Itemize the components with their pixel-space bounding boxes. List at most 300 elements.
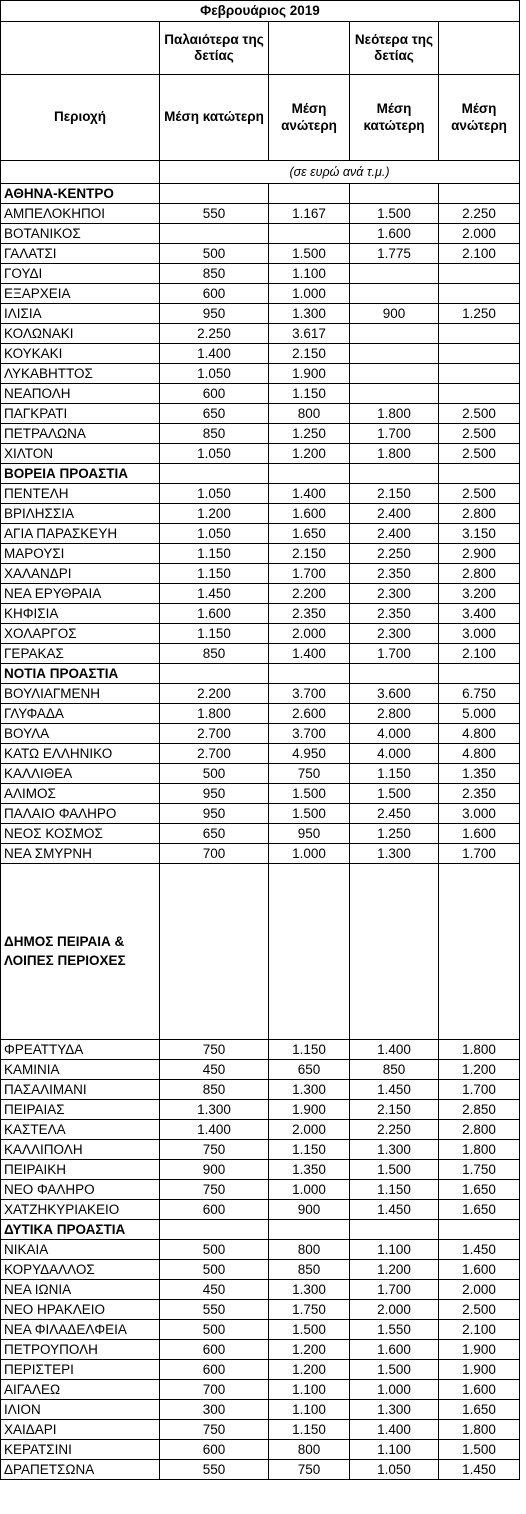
price-cell: 2.800 bbox=[350, 704, 439, 724]
price-cell: 600 bbox=[160, 384, 269, 404]
price-cell: 2.250 bbox=[350, 1120, 439, 1140]
price-cell: 1.400 bbox=[269, 484, 350, 504]
table-row bbox=[1, 804, 520, 824]
price-cell: 3.617 bbox=[269, 324, 350, 344]
table-row bbox=[1, 564, 520, 584]
area-name: ΒΡΙΛΗΣΣΙΑ bbox=[1, 504, 160, 524]
price-cell: 1.150 bbox=[269, 1420, 350, 1440]
price-cell: 2.700 bbox=[160, 744, 269, 764]
price-cell: 1.600 bbox=[160, 604, 269, 624]
price-cell: 1.600 bbox=[439, 1260, 520, 1280]
section-row bbox=[1, 864, 520, 1040]
price-cell: 1.350 bbox=[269, 1160, 350, 1180]
area-name: ΠΕΝΤΕΛΗ bbox=[1, 484, 160, 504]
price-cell: 5.000 bbox=[439, 704, 520, 724]
area-name: ΑΓΙΑ ΠΑΡΑΣΚΕΥΗ bbox=[1, 524, 160, 544]
area-name: ΑΙΓΑΛΕΩ bbox=[1, 1380, 160, 1400]
price-cell: 1.100 bbox=[269, 1380, 350, 1400]
price-cell: 1.650 bbox=[439, 1200, 520, 1220]
price-cell bbox=[439, 264, 520, 284]
price-cell bbox=[350, 264, 439, 284]
table-row bbox=[1, 1080, 520, 1100]
column-header-row bbox=[1, 75, 520, 161]
area-name: ΝΙΚΑΙΑ bbox=[1, 1240, 160, 1260]
price-cell: 2.000 bbox=[439, 224, 520, 244]
price-cell: 1.700 bbox=[439, 1080, 520, 1100]
price-cell: 750 bbox=[160, 1180, 269, 1200]
price-cell: 2.100 bbox=[439, 644, 520, 664]
price-cell: 1.500 bbox=[439, 1440, 520, 1460]
section-row bbox=[1, 464, 520, 484]
table-row bbox=[1, 1140, 520, 1160]
blank-cell bbox=[439, 864, 520, 1040]
area-name: ΜΑΡΟΥΣΙ bbox=[1, 544, 160, 564]
price-cell: 500 bbox=[160, 1260, 269, 1280]
price-cell: 850 bbox=[160, 424, 269, 444]
price-cell: 1.350 bbox=[439, 764, 520, 784]
area-name: ΛΥΚΑΒΗΤΤΟΣ bbox=[1, 364, 160, 384]
table-row bbox=[1, 824, 520, 844]
price-cell: 1.750 bbox=[439, 1160, 520, 1180]
price-cell: 1.300 bbox=[350, 1140, 439, 1160]
table-row bbox=[1, 1200, 520, 1220]
area-name: ΧΑΛΑΝΔΡΙ bbox=[1, 564, 160, 584]
price-cell: 1.500 bbox=[350, 1160, 439, 1180]
table-row bbox=[1, 264, 520, 284]
price-cell: 2.300 bbox=[350, 624, 439, 644]
blank-cell bbox=[350, 184, 439, 204]
price-cell: 700 bbox=[160, 1380, 269, 1400]
table-row bbox=[1, 1240, 520, 1260]
table-row bbox=[1, 504, 520, 524]
price-cell: 1.100 bbox=[269, 264, 350, 284]
section-row bbox=[1, 664, 520, 684]
blank-cell bbox=[269, 22, 350, 75]
price-cell: 1.200 bbox=[439, 1060, 520, 1080]
price-cell bbox=[439, 324, 520, 344]
price-cell: 1.700 bbox=[350, 424, 439, 444]
price-cell: 2.850 bbox=[439, 1100, 520, 1120]
area-name: ΙΛΙΣΙΑ bbox=[1, 304, 160, 324]
price-cell: 1.450 bbox=[350, 1200, 439, 1220]
area-name: ΠΑΣΑΛΙΜΑΝΙ bbox=[1, 1080, 160, 1100]
price-cell: 600 bbox=[160, 1340, 269, 1360]
price-cell: 600 bbox=[160, 1360, 269, 1380]
price-cell: 4.000 bbox=[350, 724, 439, 744]
area-name: ΔΡΑΠΕΤΣΩΝΑ bbox=[1, 1460, 160, 1480]
price-cell: 2.100 bbox=[439, 1320, 520, 1340]
area-name: ΝΕΑ ΕΡΥΘΡΑΙΑ bbox=[1, 584, 160, 604]
price-cell: 1.900 bbox=[439, 1360, 520, 1380]
area-name: ΝΕΑΠΟΛΗ bbox=[1, 384, 160, 404]
price-cell bbox=[269, 224, 350, 244]
price-cell: 1.300 bbox=[160, 1100, 269, 1120]
area-name: ΧΑΙΔΑΡΙ bbox=[1, 1420, 160, 1440]
price-cell: 2.300 bbox=[350, 584, 439, 604]
table-row bbox=[1, 724, 520, 744]
area-name: ΠΕΤΡΑΛΩΝΑ bbox=[1, 424, 160, 444]
table-row bbox=[1, 844, 520, 864]
price-cell: 2.150 bbox=[269, 544, 350, 564]
price-cell bbox=[350, 384, 439, 404]
price-cell: 500 bbox=[160, 764, 269, 784]
price-cell: 1.400 bbox=[350, 1040, 439, 1060]
price-cell: 1.900 bbox=[439, 1340, 520, 1360]
area-name: ΙΛΙΟΝ bbox=[1, 1400, 160, 1420]
price-cell: 1.200 bbox=[269, 444, 350, 464]
price-cell: 900 bbox=[350, 304, 439, 324]
group-old-header: Παλαιότερα της δετίας bbox=[160, 22, 269, 75]
table-row bbox=[1, 1360, 520, 1380]
price-cell: 2.150 bbox=[350, 1100, 439, 1120]
price-cell: 800 bbox=[269, 404, 350, 424]
blank-cell bbox=[350, 664, 439, 684]
price-cell: 1.250 bbox=[269, 424, 350, 444]
price-cell: 2.000 bbox=[439, 1280, 520, 1300]
table-row bbox=[1, 544, 520, 564]
col-header: Μέση ανώτερη bbox=[439, 75, 520, 161]
table-row bbox=[1, 1300, 520, 1320]
price-cell: 2.100 bbox=[439, 244, 520, 264]
price-cell: 750 bbox=[160, 1140, 269, 1160]
price-cell: 1.200 bbox=[350, 1260, 439, 1280]
price-cell: 1.400 bbox=[269, 644, 350, 664]
price-cell: 1.775 bbox=[350, 244, 439, 264]
price-cell: 600 bbox=[160, 1200, 269, 1220]
price-cell: 4.800 bbox=[439, 744, 520, 764]
area-name: ΝΕΑ ΣΜΥΡΝΗ bbox=[1, 844, 160, 864]
price-cell: 2.500 bbox=[439, 424, 520, 444]
price-cell: 1.250 bbox=[350, 824, 439, 844]
table-row bbox=[1, 1460, 520, 1480]
blank-cell bbox=[160, 464, 269, 484]
table-row bbox=[1, 1320, 520, 1340]
area-name: ΚΕΡΑΤΣΙΝΙ bbox=[1, 1440, 160, 1460]
price-cell: 550 bbox=[160, 1300, 269, 1320]
price-cell: 500 bbox=[160, 244, 269, 264]
price-cell: 1.800 bbox=[439, 1040, 520, 1060]
price-cell: 750 bbox=[269, 1460, 350, 1480]
price-cell: 1.750 bbox=[269, 1300, 350, 1320]
blank-cell bbox=[439, 1220, 520, 1240]
area-name: ΑΜΠΕΛΟΚΗΠΟΙ bbox=[1, 204, 160, 224]
table-row bbox=[1, 584, 520, 604]
price-cell: 850 bbox=[350, 1060, 439, 1080]
price-cell: 1.650 bbox=[439, 1400, 520, 1420]
price-cell: 3.150 bbox=[439, 524, 520, 544]
table-row bbox=[1, 644, 520, 664]
area-name: ΒΟΥΛΑ bbox=[1, 724, 160, 744]
area-name: ΚΑΤΩ ΕΛΛΗΝΙΚΟ bbox=[1, 744, 160, 764]
price-cell: 4.000 bbox=[350, 744, 439, 764]
table-row bbox=[1, 624, 520, 644]
price-cell: 1.150 bbox=[350, 764, 439, 784]
area-name: ΚΑΛΛΙΘΕΑ bbox=[1, 764, 160, 784]
blank-cell bbox=[1, 22, 160, 75]
price-cell: 2.000 bbox=[350, 1300, 439, 1320]
table-row bbox=[1, 384, 520, 404]
price-cell: 950 bbox=[269, 824, 350, 844]
area-name: ΒΟΥΛΙΑΓΜΕΝΗ bbox=[1, 684, 160, 704]
price-cell: 2.250 bbox=[439, 204, 520, 224]
group-header-row bbox=[1, 22, 520, 75]
price-cell: 2.900 bbox=[439, 544, 520, 564]
price-cell: 2.500 bbox=[439, 484, 520, 504]
table-row bbox=[1, 1040, 520, 1060]
table-row bbox=[1, 744, 520, 764]
price-cell: 1.150 bbox=[269, 384, 350, 404]
table-row bbox=[1, 1060, 520, 1080]
price-cell: 900 bbox=[269, 1200, 350, 1220]
area-name: ΚΑΜΙΝΙΑ bbox=[1, 1060, 160, 1080]
price-cell: 1.450 bbox=[160, 584, 269, 604]
price-cell: 1.500 bbox=[269, 784, 350, 804]
price-cell: 500 bbox=[160, 1320, 269, 1340]
price-cell: 700 bbox=[160, 844, 269, 864]
price-cell: 1.600 bbox=[269, 504, 350, 524]
price-cell: 4.950 bbox=[269, 744, 350, 764]
price-cell: 1.300 bbox=[350, 1400, 439, 1420]
price-cell: 950 bbox=[160, 304, 269, 324]
price-cell: 1.200 bbox=[269, 1360, 350, 1380]
price-cell: 1.300 bbox=[269, 1080, 350, 1100]
blank-cell bbox=[160, 1220, 269, 1240]
price-cell: 1.600 bbox=[350, 224, 439, 244]
blank-cell bbox=[439, 22, 520, 75]
price-cell: 1.150 bbox=[269, 1140, 350, 1160]
blank-cell bbox=[439, 664, 520, 684]
price-cell: 1.600 bbox=[439, 1380, 520, 1400]
area-name: ΚΟΡΥΔΑΛΛΟΣ bbox=[1, 1260, 160, 1280]
area-name: ΝΕΑ ΙΩΝΙΑ bbox=[1, 1280, 160, 1300]
price-cell: 1.700 bbox=[439, 844, 520, 864]
price-cell: 3.400 bbox=[439, 604, 520, 624]
price-cell: 1.400 bbox=[160, 344, 269, 364]
price-cell: 1.400 bbox=[160, 1120, 269, 1140]
col-header: Μέση κατώτερη bbox=[160, 75, 269, 161]
price-cell: 2.800 bbox=[439, 1120, 520, 1140]
price-cell: 950 bbox=[160, 784, 269, 804]
price-cell bbox=[350, 324, 439, 344]
price-cell: 1.550 bbox=[350, 1320, 439, 1340]
blank-cell bbox=[350, 464, 439, 484]
price-cell: 3.700 bbox=[269, 724, 350, 744]
price-cell: 1.000 bbox=[269, 284, 350, 304]
price-cell: 2.250 bbox=[160, 324, 269, 344]
table-row bbox=[1, 344, 520, 364]
price-cell: 1.200 bbox=[269, 1340, 350, 1360]
price-cell: 1.900 bbox=[269, 364, 350, 384]
area-name: ΠΑΛΑΙΟ ΦΑΛΗΡΟ bbox=[1, 804, 160, 824]
table-row bbox=[1, 204, 520, 224]
section-title: ΔΥΤΙΚΑ ΠΡΟΑΣΤΙΑ bbox=[1, 1220, 160, 1240]
table-row bbox=[1, 1440, 520, 1460]
table-title: Φεβρουάριος 2019 bbox=[1, 1, 520, 22]
blank-cell bbox=[160, 864, 269, 1040]
price-cell: 1.250 bbox=[439, 304, 520, 324]
table-row bbox=[1, 1120, 520, 1140]
area-name: ΝΕΑ ΦΙΛΑΔΕΛΦΕΙΑ bbox=[1, 1320, 160, 1340]
price-cell: 1.800 bbox=[439, 1140, 520, 1160]
area-name: ΠΑΓΚΡΑΤΙ bbox=[1, 404, 160, 424]
blank-cell bbox=[160, 184, 269, 204]
blank-cell bbox=[269, 864, 350, 1040]
price-cell: 1.150 bbox=[350, 1180, 439, 1200]
price-cell: 300 bbox=[160, 1400, 269, 1420]
table-row bbox=[1, 424, 520, 444]
price-cell: 2.700 bbox=[160, 724, 269, 744]
unit-label: (σε ευρώ ανά τ.μ.) bbox=[160, 161, 520, 184]
price-cell: 600 bbox=[160, 284, 269, 304]
price-cell: 800 bbox=[269, 1440, 350, 1460]
price-cell bbox=[350, 284, 439, 304]
price-cell: 1.050 bbox=[160, 484, 269, 504]
area-name: ΧΙΛΤΟΝ bbox=[1, 444, 160, 464]
table-row bbox=[1, 1180, 520, 1200]
price-cell: 800 bbox=[269, 1240, 350, 1260]
price-cell: 750 bbox=[160, 1040, 269, 1060]
table-row bbox=[1, 484, 520, 504]
price-cell: 1.650 bbox=[269, 524, 350, 544]
price-cell: 1.050 bbox=[350, 1460, 439, 1480]
area-name: ΚΑΣΤΕΛΑ bbox=[1, 1120, 160, 1140]
price-cell: 650 bbox=[160, 404, 269, 424]
price-cell: 2.500 bbox=[439, 1300, 520, 1320]
blank-cell bbox=[160, 664, 269, 684]
price-cell: 2.200 bbox=[269, 584, 350, 604]
price-cell: 550 bbox=[160, 1460, 269, 1480]
price-cell: 1.100 bbox=[269, 1400, 350, 1420]
price-cell: 1.600 bbox=[350, 1340, 439, 1360]
area-name: ΑΛΙΜΟΣ bbox=[1, 784, 160, 804]
area-name: ΠΕΤΡΟΥΠΟΛΗ bbox=[1, 1340, 160, 1360]
table-row bbox=[1, 684, 520, 704]
table-row bbox=[1, 764, 520, 784]
table-row bbox=[1, 224, 520, 244]
price-cell: 1.700 bbox=[350, 1280, 439, 1300]
area-name: ΝΕΟΣ ΚΟΣΜΟΣ bbox=[1, 824, 160, 844]
price-cell: 2.350 bbox=[269, 604, 350, 624]
price-cell: 2.600 bbox=[269, 704, 350, 724]
price-cell: 2.450 bbox=[350, 804, 439, 824]
price-cell: 1.800 bbox=[350, 444, 439, 464]
price-cell: 1.700 bbox=[269, 564, 350, 584]
price-cell: 550 bbox=[160, 204, 269, 224]
price-cell bbox=[350, 364, 439, 384]
price-cell: 1.450 bbox=[439, 1240, 520, 1260]
blank-cell bbox=[350, 1220, 439, 1240]
price-cell: 1.500 bbox=[350, 1360, 439, 1380]
area-name: ΦΡΕΑΤΤΥΔΑ bbox=[1, 1040, 160, 1060]
price-cell: 450 bbox=[160, 1060, 269, 1080]
area-name: ΓΟΥΔΙ bbox=[1, 264, 160, 284]
price-cell: 2.000 bbox=[269, 1120, 350, 1140]
table-row bbox=[1, 444, 520, 464]
area-name: ΚΑΛΛΙΠΟΛΗ bbox=[1, 1140, 160, 1160]
blank-cell bbox=[439, 464, 520, 484]
price-cell: 1.450 bbox=[439, 1460, 520, 1480]
price-cell: 1.050 bbox=[160, 444, 269, 464]
price-cell: 1.100 bbox=[350, 1440, 439, 1460]
price-cell: 1.150 bbox=[160, 544, 269, 564]
group-new-header: Νεότερα της δετίας bbox=[350, 22, 439, 75]
price-cell: 2.150 bbox=[350, 484, 439, 504]
area-header: Περιοχή bbox=[1, 75, 160, 161]
price-cell: 1.050 bbox=[160, 524, 269, 544]
price-cell: 750 bbox=[269, 764, 350, 784]
price-cell: 1.700 bbox=[350, 644, 439, 664]
price-cell: 500 bbox=[160, 1240, 269, 1260]
price-cell: 1.800 bbox=[350, 404, 439, 424]
section-row bbox=[1, 1220, 520, 1240]
price-cell: 2.350 bbox=[350, 564, 439, 584]
price-cell: 1.800 bbox=[160, 704, 269, 724]
price-cell: 1.800 bbox=[439, 1420, 520, 1440]
price-cell: 3.600 bbox=[350, 684, 439, 704]
blank-cell bbox=[269, 184, 350, 204]
section-row bbox=[1, 184, 520, 204]
col-header: Μέση κατώτερη bbox=[350, 75, 439, 161]
price-cell: 850 bbox=[160, 644, 269, 664]
price-cell: 2.400 bbox=[350, 504, 439, 524]
price-cell: 750 bbox=[160, 1420, 269, 1440]
price-cell bbox=[160, 224, 269, 244]
table-row bbox=[1, 284, 520, 304]
price-cell: 950 bbox=[160, 804, 269, 824]
area-name: ΝΕΟ ΗΡΑΚΛΕΙΟ bbox=[1, 1300, 160, 1320]
price-cell: 2.150 bbox=[269, 344, 350, 364]
area-name: ΒΟΤΑΝΙΚΟΣ bbox=[1, 224, 160, 244]
price-cell: 6.750 bbox=[439, 684, 520, 704]
price-cell: 1.650 bbox=[439, 1180, 520, 1200]
area-name: ΚΟΛΩΝΑΚΙ bbox=[1, 324, 160, 344]
table-row bbox=[1, 1400, 520, 1420]
price-cell: 2.500 bbox=[439, 444, 520, 464]
price-cell: 1.100 bbox=[350, 1240, 439, 1260]
price-cell bbox=[439, 344, 520, 364]
price-cell bbox=[350, 344, 439, 364]
section-title: ΒΟΡΕΙΑ ΠΡΟΑΣΤΙΑ bbox=[1, 464, 160, 484]
section-title: ΝΟΤΙΑ ΠΡΟΑΣΤΙΑ bbox=[1, 664, 160, 684]
price-cell: 1.000 bbox=[269, 844, 350, 864]
price-cell: 1.150 bbox=[269, 1040, 350, 1060]
table-row bbox=[1, 1380, 520, 1400]
price-cell: 1.450 bbox=[350, 1080, 439, 1100]
price-cell: 1.500 bbox=[350, 784, 439, 804]
blank-cell bbox=[269, 464, 350, 484]
price-cell: 650 bbox=[160, 824, 269, 844]
price-cell: 1.150 bbox=[160, 564, 269, 584]
price-cell: 2.250 bbox=[350, 544, 439, 564]
price-cell: 3.700 bbox=[269, 684, 350, 704]
blank-cell bbox=[269, 1220, 350, 1240]
price-cell: 3.000 bbox=[439, 624, 520, 644]
price-cell: 2.500 bbox=[439, 404, 520, 424]
price-cell bbox=[439, 364, 520, 384]
price-cell: 1.500 bbox=[269, 244, 350, 264]
price-cell: 1.300 bbox=[350, 844, 439, 864]
table-row bbox=[1, 524, 520, 544]
price-cell: 1.500 bbox=[269, 1320, 350, 1340]
price-cell: 850 bbox=[160, 1080, 269, 1100]
price-cell: 1.500 bbox=[350, 204, 439, 224]
price-cell: 1.050 bbox=[160, 364, 269, 384]
price-cell: 1.167 bbox=[269, 204, 350, 224]
price-cell: 450 bbox=[160, 1280, 269, 1300]
area-name: ΚΗΦΙΣΙΑ bbox=[1, 604, 160, 624]
area-name: ΚΟΥΚΑΚΙ bbox=[1, 344, 160, 364]
table-row bbox=[1, 784, 520, 804]
